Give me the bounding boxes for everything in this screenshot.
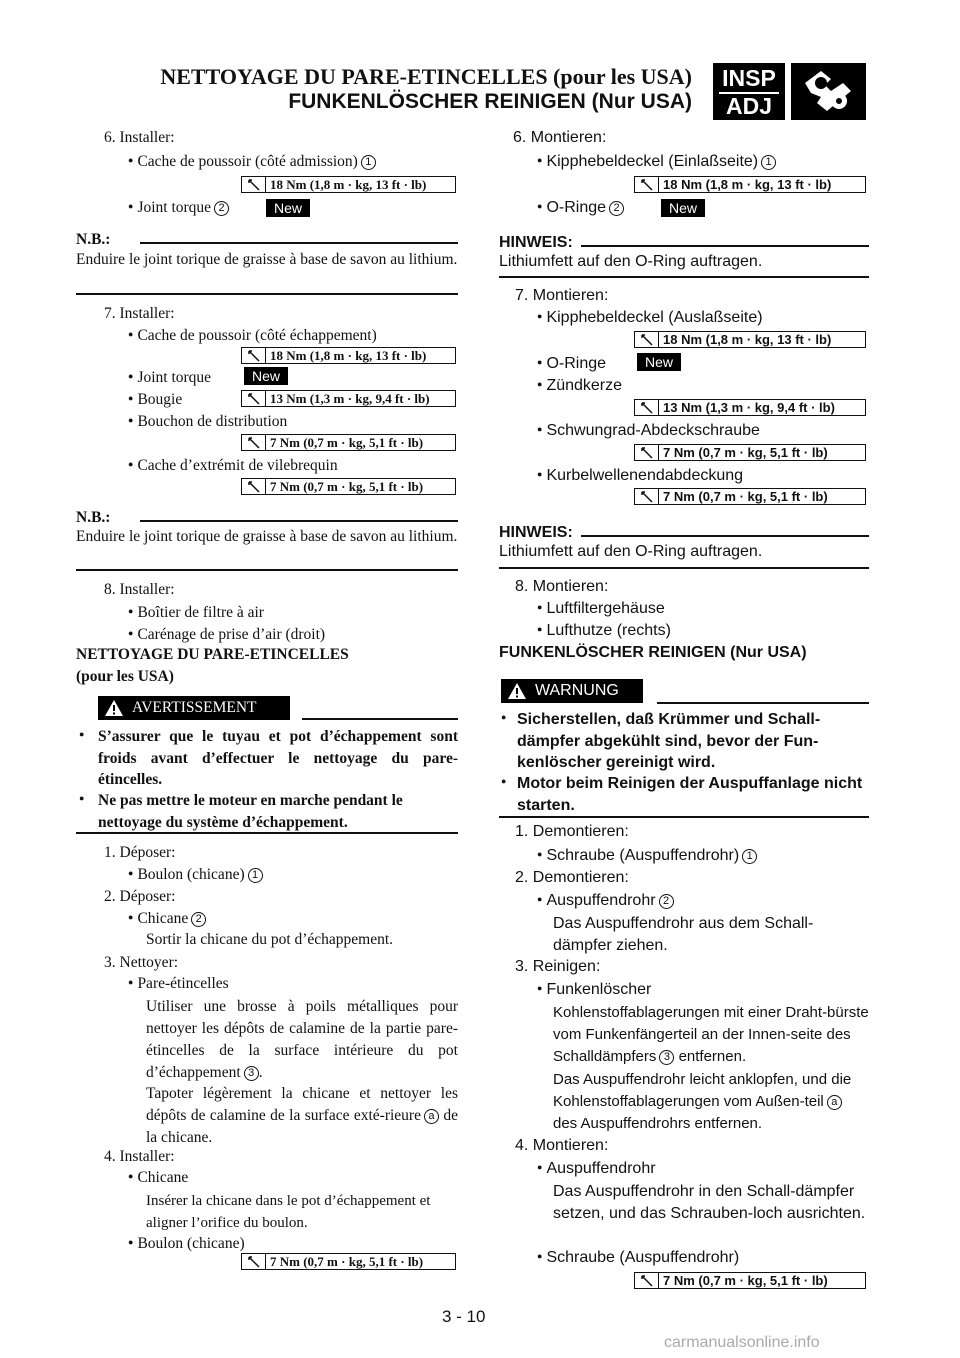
- torque-value: 18 Nm (1,8 m · kg, 13 ft · lb): [663, 332, 832, 347]
- step-7-item-3: ● Bougie: [128, 390, 182, 411]
- torque-spec: [241, 176, 456, 193]
- remove-step-2-text: Das Auspuffendrohr aus dem Schall-dämpfer ziehen.: [553, 915, 814, 954]
- paragraph-text: entfernen.: [678, 1048, 747, 1065]
- warning-label: AVERTISSEMENT: [132, 699, 257, 716]
- torque-wrench-icon: [242, 479, 266, 494]
- step-8-item-2: ● Carénage de prise d’air (droit): [128, 625, 325, 646]
- step-7-item-4: ● Schwungrad-Abdeckschraube: [537, 421, 760, 442]
- new-part-badge: New: [637, 353, 681, 371]
- step-7-item-2: ● O-Ringe: [537, 354, 606, 375]
- new-part-badge: New: [266, 199, 310, 217]
- warning-triangle-icon: [104, 699, 124, 717]
- torque-wrench-icon: [242, 1254, 266, 1269]
- torque-wrench-icon: [242, 177, 266, 192]
- torque-spec: [241, 478, 456, 495]
- torque-value: 18 Nm (1,8 m · kg, 13 ft · lb): [663, 177, 832, 192]
- clean-step-3-text-1: Utiliser une brosse à poils métalliques pour nettoyer les dépôts de calamine de la partie pare-étincelles de la surface intérieure du pot d’échappement 3 .: [146, 998, 458, 1081]
- warning-item-1: ● S’assurer que le tuyau et pot d’échappement sont froids avant d’effectuer le nettoyage du pare-étincelles.: [76, 726, 458, 791]
- remove-step-2-title: 2. Déposer:: [104, 888, 176, 905]
- callout-2: 2: [659, 894, 674, 909]
- torque-spec: [634, 331, 866, 348]
- step-7-title: 7. Installer:: [104, 305, 175, 322]
- note-end-rule: [76, 569, 458, 571]
- install-step-4-title: 4. Installer:: [104, 1148, 175, 1165]
- remove-step-2-item: [128, 909, 206, 930]
- wrench-tool-icon: [791, 63, 866, 120]
- item-text: Joint torque: [137, 199, 212, 216]
- warning-label: WARNUNG: [535, 682, 619, 699]
- callout-2: 2: [191, 912, 206, 927]
- step-6-title: 6. Installer:: [104, 129, 175, 146]
- torque-wrench-icon: [242, 348, 266, 363]
- item-text: Kipphebeldeckel (Einlaßseite): [546, 153, 759, 170]
- step-7-item-1: ● Cache de poussoir (côté échappement): [128, 326, 377, 347]
- note-text: Lithiumfett auf den O-Ring auftragen.: [499, 253, 763, 270]
- remove-step-2-text: Sortir la chicane du pot d’échappement.: [146, 931, 394, 948]
- callout-1: 1: [742, 849, 757, 864]
- step-8-item-1: ● Boîtier de filtre à air: [128, 603, 264, 624]
- warning-text: Ne pas mettre le moteur en marche pendant le nettoyage du système d’échappement.: [98, 792, 403, 831]
- torque-spec: [634, 399, 866, 416]
- warning-badge: [501, 679, 643, 703]
- torque-value: 7 Nm (0,7 m · kg, 5,1 ft · lb): [270, 1253, 424, 1269]
- torque-value: 7 Nm (0,7 m · kg, 5,1 ft · lb): [663, 1273, 828, 1288]
- step-8-title: 8. Installer:: [104, 581, 175, 598]
- page-number: 3 - 10: [442, 1307, 486, 1326]
- paragraph-text: Tapoter légèrement la chicane et nettoyer les dépôts de calamine de la surface exté-rieure: [146, 1085, 458, 1124]
- page-title-fr: NETTOYAGE DU PARE-ETINCELLES (pour les USA): [160, 64, 692, 89]
- remove-step-1-title: 1. Demontieren:: [515, 823, 629, 840]
- paragraph-text: de la chicane.: [146, 1107, 459, 1146]
- new-part-badge: New: [244, 367, 288, 385]
- watermark: carmanualsonline.info: [664, 1334, 820, 1351]
- remove-step-1-item: [537, 846, 757, 867]
- callout-2: 2: [609, 201, 624, 216]
- item-text: Boulon (chicane): [137, 866, 245, 883]
- install-step-4-item-2: ● Schraube (Auspuffendrohr): [537, 1248, 739, 1269]
- note-text: Enduire le joint torique de graisse à base de savon au lithium.: [76, 251, 458, 268]
- note-heading: N.B.:: [76, 231, 111, 248]
- install-step-4-item-1: ● Chicane: [128, 1168, 188, 1189]
- clean-step-3-text-2: [146, 1083, 458, 1149]
- item-text: Schraube (Auspuffendrohr): [546, 847, 740, 864]
- step-7-title: 7. Montieren:: [515, 287, 609, 304]
- install-step-4-text: Das Auspuffendrohr in den Schall-dämpfer setzen, und das Schrauben-loch ausrichten.: [553, 1183, 866, 1222]
- clean-step-3-title: 3. Reinigen:: [515, 958, 601, 975]
- note-heading: HINWEIS:: [499, 524, 573, 541]
- torque-value: 13 Nm (1,3 m · kg, 9,4 ft · lb): [663, 400, 835, 415]
- callout-1: 1: [761, 155, 776, 170]
- section-title: FUNKENLÖSCHER REINIGEN (Nur USA): [499, 644, 807, 661]
- warning-item-1: ● Sicherstellen, daß Krümmer und Schall-dämpfer abgekühlt sind, bevor der Fun-kenlöscher gereinigt wird.: [499, 709, 869, 774]
- install-step-4-item-2: ● Boulon (chicane): [128, 1234, 245, 1255]
- torque-value: 7 Nm (0,7 m · kg, 5,1 ft · lb): [270, 478, 424, 494]
- torque-spec: [241, 347, 456, 364]
- warning-text: S’assurer que le tuyau et pot d’échappement sont froids avant d’effectuer le nettoyage du pare-étincelles.: [98, 728, 458, 788]
- step-7-item-5: ● Kurbelwellenendabdeckung: [537, 466, 743, 487]
- note-heading: HINWEIS:: [499, 234, 573, 251]
- step-7-item-3: ● Zündkerze: [537, 376, 622, 397]
- badge-line-adj: ADJ: [719, 92, 779, 119]
- clean-step-3-title: 3. Nettoyer:: [104, 954, 179, 971]
- torque-spec: [241, 1253, 456, 1270]
- note-heading: N.B.:: [76, 509, 111, 526]
- item-text: Chicane: [137, 910, 189, 927]
- new-part-badge: New: [661, 199, 705, 217]
- step-8-item-1: ● Luftfiltergehäuse: [537, 599, 665, 620]
- step-8-title: 8. Montieren:: [515, 578, 609, 595]
- section-title-line1: NETTOYAGE DU PARE-ETINCELLES: [76, 646, 349, 663]
- torque-value: 13 Nm (1,3 m · kg, 9,4 ft · lb): [270, 390, 430, 406]
- paragraph-text: Utiliser une brosse à poils métalliques pour nettoyer les dépôts de calamine de la partie pare-étincelles de la surface intérieure du pot d’échappement: [146, 998, 458, 1081]
- remove-step-1-item: [128, 865, 263, 886]
- warning-item-2: ● Ne pas mettre le moteur en marche pendant le nettoyage du système d’échappement.: [76, 790, 458, 833]
- torque-wrench-icon: [635, 400, 659, 415]
- note-end-rule: [499, 567, 869, 569]
- torque-wrench-icon: [635, 1273, 659, 1288]
- torque-spec: [634, 488, 866, 505]
- warning-badge: [98, 696, 290, 720]
- warning-end-rule: [76, 832, 458, 834]
- note-rule: [581, 245, 869, 247]
- remove-step-1-title: 1. Déposer:: [104, 844, 176, 861]
- warning-end-rule: [499, 816, 869, 818]
- callout-2: 2: [214, 201, 229, 216]
- step-6-item-2: [128, 198, 229, 219]
- torque-value: 7 Nm (0,7 m · kg, 5,1 ft · lb): [663, 445, 828, 460]
- note-text: Lithiumfett auf den O-Ring auftragen.: [499, 543, 763, 560]
- step-7-item-1: ● Kipphebeldeckel (Auslaßseite): [537, 308, 763, 329]
- clean-step-3-text-2: [553, 1069, 869, 1135]
- clean-step-3-item: ● Funkenlöscher: [537, 980, 651, 1001]
- torque-spec: [634, 444, 866, 461]
- step-6-item-1: [128, 152, 376, 173]
- install-step-4-title: 4. Montieren:: [515, 1137, 609, 1154]
- callout-1: 1: [248, 868, 263, 883]
- warning-rule: [657, 702, 869, 704]
- clean-step-3-text-1: [553, 1002, 869, 1068]
- step-6-item-1: [537, 152, 776, 173]
- callout-1: 1: [361, 155, 376, 170]
- step-8-item-2: ● Lufthutze (rechts): [537, 621, 671, 642]
- note-end-rule: [76, 293, 458, 295]
- page-header: [0, 0, 960, 125]
- section-title-line2: (pour les USA): [76, 668, 174, 685]
- page-title-de: FUNKENLÖSCHER REINIGEN (Nur USA): [288, 90, 692, 113]
- torque-wrench-icon: [242, 391, 266, 406]
- note-rule: [581, 535, 869, 537]
- note-rule: [140, 520, 458, 522]
- step-7-item-4: ● Bouchon de distribution: [128, 412, 287, 433]
- paragraph-text: Das Auspuffendrohr leicht anklopfen, und die Kohlenstoffablagerungen vom Außen-teil: [553, 1071, 852, 1110]
- note-rule: [140, 242, 458, 244]
- torque-spec: [634, 1272, 866, 1289]
- item-text: O-Ringe: [546, 199, 607, 216]
- torque-value: 7 Nm (0,7 m · kg, 5,1 ft · lb): [663, 489, 828, 504]
- torque-wrench-icon: [635, 332, 659, 347]
- warning-text: Sicherstellen, daß Krümmer und Schall-dämpfer abgekühlt sind, bevor der Fun-kenlöscher gereinigt wird.: [517, 711, 821, 771]
- torque-spec: [241, 434, 456, 451]
- callout-a: a: [424, 1109, 439, 1124]
- torque-value: 7 Nm (0,7 m · kg, 5,1 ft · lb): [270, 434, 424, 450]
- item-text: Auspuffendrohr: [546, 892, 656, 909]
- step-7-item-5: ● Cache d’extrémit de vilebrequin: [128, 456, 338, 477]
- clean-step-3-item: ● Pare-étincelles: [128, 974, 229, 995]
- callout-3: 3: [244, 1066, 259, 1081]
- warning-triangle-icon: [507, 682, 527, 700]
- step-6-title: 6. Montieren:: [513, 129, 607, 146]
- callout-3: 3: [659, 1050, 674, 1065]
- note-text: Enduire le joint torique de graisse à base de savon au lithium.: [76, 528, 458, 545]
- torque-wrench-icon: [242, 435, 266, 450]
- badge-line-insp: INSP: [722, 65, 776, 91]
- callout-a: a: [827, 1095, 842, 1110]
- torque-value: 18 Nm (1,8 m · kg, 13 ft · lb): [270, 347, 427, 363]
- warning-rule: [302, 718, 458, 720]
- remove-step-2-item: [537, 891, 674, 912]
- torque-wrench-icon: [635, 445, 659, 460]
- paragraph-text: Kohlenstoffablagerungen mit einer Draht-bürste vom Funkenfängerteil an der Innen-seite des Schalldämpfers: [553, 1004, 869, 1065]
- remove-step-2-title: 2. Demontieren:: [515, 869, 629, 886]
- step-6-item-2: [537, 198, 624, 219]
- insp-adj-badge: [713, 63, 785, 120]
- item-text: Cache de poussoir (côté admission): [137, 153, 358, 170]
- paragraph-text: des Auspuffendrohrs entfernen.: [553, 1115, 763, 1132]
- torque-wrench-icon: [635, 489, 659, 504]
- install-step-4-text: Insérer la chicane dans le pot d’échappement et aligner l’orifice du boulon.: [146, 1193, 431, 1231]
- torque-spec: [241, 390, 456, 407]
- torque-value: 18 Nm (1,8 m · kg, 13 ft · lb): [270, 176, 427, 192]
- torque-spec: [634, 176, 866, 193]
- torque-wrench-icon: [635, 177, 659, 192]
- warning-text: Motor beim Reinigen der Auspuffanlage nicht starten.: [517, 775, 863, 814]
- warning-item-2: ● Motor beim Reinigen der Auspuffanlage nicht starten.: [499, 773, 869, 816]
- note-end-rule: [499, 276, 869, 278]
- install-step-4-item-1: ● Auspuffendrohr: [537, 1159, 656, 1180]
- step-7-item-2: ● Joint torque: [128, 368, 211, 389]
